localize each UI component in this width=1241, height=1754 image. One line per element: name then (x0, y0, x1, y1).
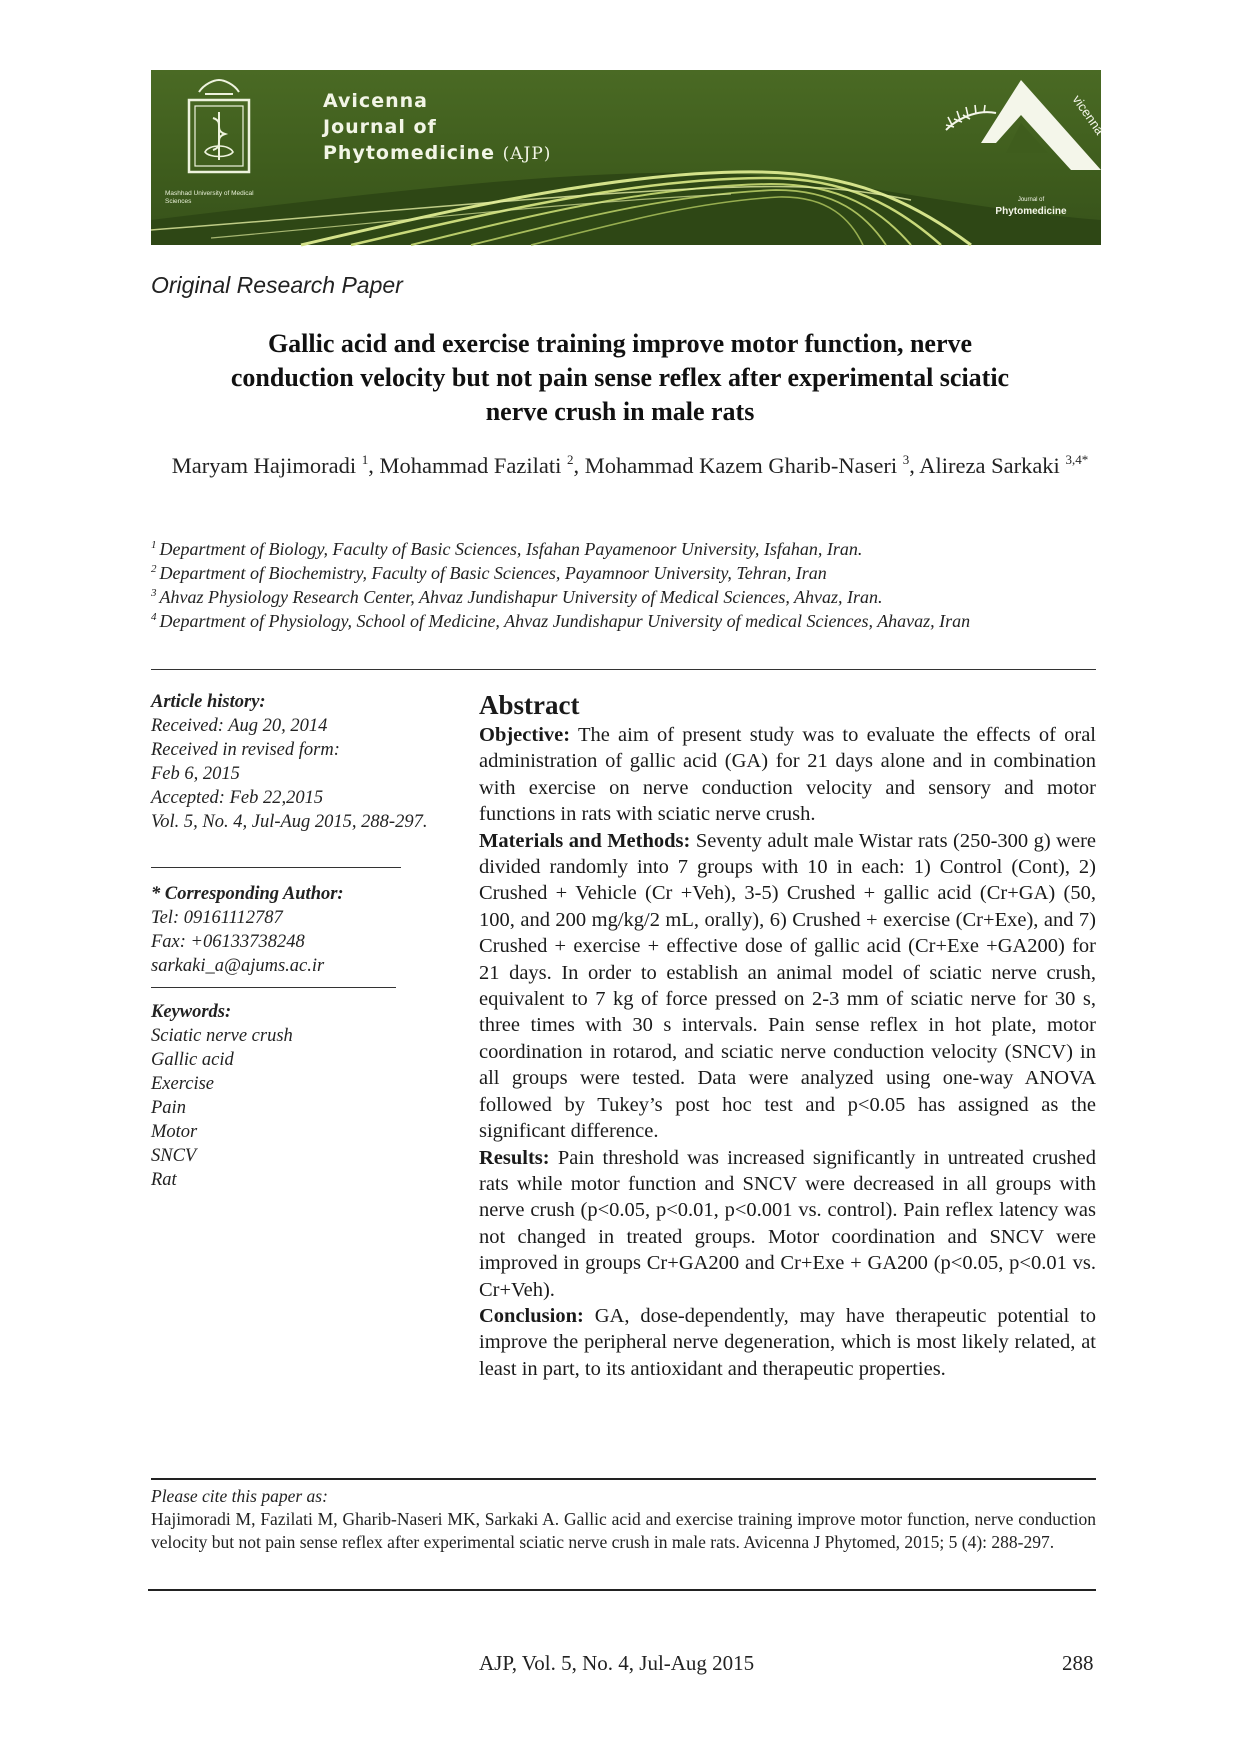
abstract-section-label: Results: (479, 1146, 550, 1169)
keyword: Pain (151, 1098, 186, 1118)
corresponding-author-line: sarkaki_a@ajums.ac.ir (151, 956, 325, 976)
author-separator: , (909, 453, 920, 478)
logo-text: Phytomedicine (995, 206, 1067, 217)
ajp-logo-icon (926, 75, 1108, 185)
abstract-section-label: Conclusion: (479, 1304, 584, 1327)
article-history (151, 690, 441, 834)
affiliation-text: Department of Biology, Faculty of Basic Sciences, Isfahan Payamenoor University, Isfahan, Iran. (159, 539, 863, 559)
divider (151, 987, 396, 988)
abstract-section-text: The aim of present study was to evaluate the effects of oral administration of gallic acid (GA) for 21 days alone and in combination with exercise on nerve conduction velocity and sensory and motor functions in rats with sciatic nerve crush. (479, 724, 1096, 826)
abstract-section (479, 1145, 1096, 1303)
author-affiliation-mark: 2 (566, 452, 574, 467)
affiliation-number: 3 (151, 587, 157, 599)
author (585, 453, 920, 478)
abstract-section (479, 1303, 1096, 1382)
divider (151, 1478, 1096, 1480)
title-line: conduction velocity but not pain sense reflex after experimental sciatic (230, 363, 1010, 392)
keyword: Motor (151, 1122, 198, 1142)
corresponding-author-heading: * Corresponding Author: (151, 884, 344, 904)
university-emblem-icon (169, 78, 269, 188)
logo-small-text: Journal of (1017, 197, 1045, 203)
abstract-section (479, 722, 1096, 828)
divider (151, 669, 1096, 670)
citation-lead: Please cite this paper as: (151, 1486, 328, 1506)
journal-title-line: Journal of (323, 116, 437, 138)
divider (148, 1589, 1096, 1591)
affiliation (151, 561, 1096, 585)
journal-title-line: Avicenna (323, 90, 428, 112)
affiliation-number: 1 (151, 539, 157, 551)
affiliation (151, 585, 1096, 609)
author-name: Mohammad Fazilati (379, 453, 562, 478)
abstract-section-label: Objective: (479, 724, 571, 746)
author (919, 453, 1088, 478)
affiliation-text: Ahvaz Physiology Research Center, Ahvaz Jundishapur University of Medical Sciences, Ahvaz, Iran. (159, 587, 883, 607)
author-affiliation-mark: 3,4* (1065, 452, 1089, 467)
abstract-heading: Abstract (479, 690, 580, 720)
journal-banner (151, 70, 1108, 245)
author (380, 453, 585, 478)
keywords-heading: Keywords: (151, 1002, 232, 1022)
author-name: Maryam Hajimoradi (171, 453, 357, 478)
citation-text: Hajimoradi M, Fazilati M, Gharib-Naseri MK, Sarkaki A. Gallic acid and exercise training improve motor function, nerve conduction velocity but not pain sense reflex after experimental sciatic nerve crush in male rats. Avicenna J Phytomed, 2015; 5 (4): 288-297. (151, 1509, 1096, 1552)
keyword: Gallic acid (151, 1050, 234, 1070)
title-line: nerve crush in male rats (485, 397, 755, 426)
abstract-section-label: Materials and Methods: (479, 829, 691, 852)
citation (151, 1485, 1096, 1554)
journal-title-line: Phytomedicine (AJP) (323, 142, 552, 164)
article-history-heading: Article history: (151, 692, 266, 712)
author-name: Mohammad Kazem Gharib-Naseri (584, 453, 898, 478)
abstract-section (479, 828, 1096, 1145)
article-history-line: Feb 6, 2015 (151, 764, 240, 784)
author-name: Alireza Sarkaki (919, 453, 1060, 478)
logo-arc-text: vicenna (1069, 92, 1108, 138)
article-history-line: Received: Aug 20, 2014 (151, 716, 328, 736)
affiliation (151, 537, 1096, 561)
author-separator: , (573, 453, 585, 478)
divider (151, 867, 401, 868)
corresponding-author-line: Fax: +06133738248 (151, 932, 305, 952)
journal-abbr: (AJP) (502, 144, 552, 164)
keyword: Sciatic nerve crush (151, 1026, 293, 1046)
keyword: Exercise (151, 1074, 214, 1094)
corresponding-author-block (151, 882, 441, 978)
author-separator: , (368, 453, 380, 478)
paper-type: Original Research Paper (151, 272, 403, 298)
article-history-line: Accepted: Feb 22,2015 (151, 788, 324, 808)
footer-journal-info: AJP, Vol. 5, No. 4, Jul-Aug 2015 (479, 1651, 755, 1675)
author (172, 453, 380, 478)
university-name: Mashhad University of Medical Sciences (165, 190, 254, 205)
title-line: Gallic acid and exercise training improve motor function, nerve (267, 329, 973, 358)
affiliation-text: Department of Biochemistry, Faculty of Basic Sciences, Payamnoor University, Tehran, Iran (159, 563, 827, 583)
author-affiliation-mark: 3 (902, 452, 910, 467)
article-history-line: Vol. 5, No. 4, Jul-Aug 2015, 288-297. (151, 812, 428, 832)
abstract-section-text: GA, dose-dependently, may have therapeutic potential to improve the peripheral nerve degeneration, which is most likely related, at least in part, to its antioxidant and therapeutic properties. (479, 1304, 1096, 1380)
corresponding-author-line: Tel: 09161112787 (151, 908, 283, 928)
article-info-column (151, 690, 441, 834)
article-history-line: Received in revised form: (151, 740, 340, 760)
affiliation-list (151, 537, 1096, 633)
keyword: Rat (151, 1170, 177, 1190)
abstract-section-text: Seventy adult male Wistar rats (250-300 g) were divided randomly into 7 groups with 10 in each: 1) Control (Cont), 2) Crushed + Vehicle (Cr +Veh), 3-5) Crushed + gallic acid (Cr+GA) (50, 100, and 200 mg/kg/2 mL, orally), 6) Crushed + exercise (Cr+Exe), and 7) Crushed + exercise + effective dose of gallic acid (Cr+Exe +GA200) for 21 days. In order to establish an animal model of sciatic nerve crush, equivalent to 7 kg of force pressed on 2-3 mm of sciatic nerve for 30 s, three times with 30 s intervals. Pain sense reflex in hot plate, motor coordination in rotarod, and sciatic nerve conduction velocity (SNCV) in all groups were tested. Data were analyzed using one-way ANOVA followed by Tukey’s post hoc test and p<0.05 has assigned as the significant difference. (479, 829, 1097, 1143)
affiliation-number: 4 (151, 611, 157, 623)
keyword: SNCV (151, 1146, 197, 1166)
author-affiliation-mark: 1 (361, 452, 369, 467)
affiliation-number: 2 (151, 563, 157, 575)
abstract-section-text: Pain threshold was increased significantly in untreated crushed rats while motor function and SNCV were decreased in all groups with nerve crush (p<0.05, p<0.01, p<0.001 vs. control). Pain reflex latency was not changed in treated groups. Motor coordination and SNCV were improved in groups Cr+GA200 and Cr+Exe + GA200 (p<0.05, p<0.01 vs. Cr+Veh). (479, 1146, 1096, 1301)
page-number: 288 (1062, 1651, 1094, 1675)
keywords-block (151, 1000, 441, 1192)
journal-title (323, 88, 663, 167)
abstract (479, 688, 1096, 1382)
affiliation-text: Department of Physiology, School of Medicine, Ahvaz Jundishapur University of medical Sciences, Ahavaz, Iran (159, 611, 971, 631)
author-list (160, 451, 1100, 480)
paper-title (170, 327, 1070, 429)
affiliation (151, 609, 1096, 633)
